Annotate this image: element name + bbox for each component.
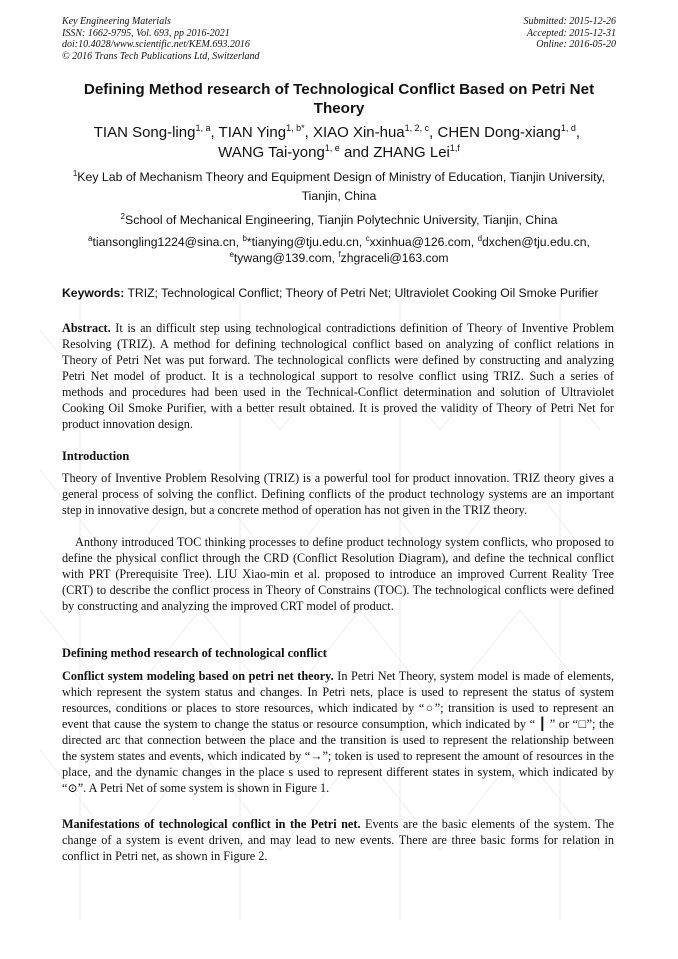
keywords-label: Keywords: xyxy=(62,286,125,300)
author-list xyxy=(62,123,616,163)
keywords-text: TRIZ; Technological Conflict; Theory of Petri Net; Ultraviolet Cooking Oil Smoke Purifier xyxy=(127,286,599,300)
keywords-line xyxy=(62,286,616,301)
email-sup: b xyxy=(242,233,247,243)
subsection-label-modeling: Conflict system modeling based on petri net theory. xyxy=(62,669,334,683)
author-affil-sup: 1, b* xyxy=(286,123,305,133)
author-affil-sup: 1, e xyxy=(324,143,340,153)
doi-line[interactable]: doi:10.4028/www.scientific.net/KEM.693.2016 xyxy=(62,39,250,51)
email-link[interactable]: dxchen@tju.edu.cn xyxy=(482,235,587,249)
section-heading-introduction: Introduction xyxy=(62,449,130,463)
section2-paragraph-1-text: In Petri Net Theory, system model is made of elements, which represent the system status and changes. In Petri nets, place is used to represent the status of system resources, conditions or places to store resources, which indicated by “○”; transition is used to represent an event that cause the system to change the status or resource consumption, which indicated by “ ┃ ” or “□”; the directed arc that connection between the place and the transition is used to represent the relationship between the system states and events, which indicated by “→”; token is used to represent the amount of resources in the place, and the dynamic changes in the place s used to represent different states in system, which indicated by “⊙”. A Petri Net of some system is shown in Figure 1. xyxy=(62,669,615,795)
intro-paragraph-2: Anthony introduced TOC thinking processes to define product technology system conflicts, who proposed to define the physical conflict through the CRD (Conflict Resolution Diagram), and define the technical conflict with PRT (Prerequisite Tree). LIU Xiao-min et al. proposed to introduce an improved Current Reality Tree (CRT) to describe the conflict process in Theory of Constrains (TOC). The technological conflicts were defined by constructing and analyzing the improved CRT model of product. xyxy=(62,535,614,613)
email-list: $^a$tiansongling1224@sina.cn, $^b$*tianying@tju.edu.cn, $^c$xxinhua@126.com, $^d$dxchen@tju.edu.cn, $^e$tywang@139.com, $^f$zhgraceli@163.com xyxy=(88,233,590,265)
email-link[interactable]: *tianying@tju.edu.cn xyxy=(246,235,359,249)
author-name: TIAN Song-ling xyxy=(93,124,196,141)
accepted-date: Accepted: 2015-12-31 xyxy=(526,27,616,39)
author-separator: , xyxy=(210,124,219,141)
author-affil-sup: 1, a xyxy=(195,123,211,133)
author-affil-sup: 1, 2, c xyxy=(404,123,430,133)
section2-paragraph-1 xyxy=(62,669,614,797)
email-sup: d xyxy=(477,233,483,243)
author-separator: , xyxy=(304,124,313,141)
author-name: WANG Tai-yong xyxy=(218,144,325,161)
affiliation-sup: 2 xyxy=(120,211,125,221)
affiliation-text: Key Lab of Mechanism Theory and Equipment Design of Ministry of Education, Tianjin University, Tianjin, China xyxy=(77,170,606,203)
affiliation-2 xyxy=(62,211,616,230)
section-heading-defining-method: Defining method research of technological conflict xyxy=(62,646,327,660)
author-name: CHEN Dong-xiang xyxy=(437,124,561,141)
author-affil-sup: 1,f xyxy=(449,143,460,153)
author-separator: , xyxy=(575,124,585,141)
header-right xyxy=(524,16,617,51)
abstract-paragraph xyxy=(62,321,614,433)
author-name: XIAO Xin-hua xyxy=(312,124,405,141)
abstract-label: Abstract. xyxy=(62,321,111,335)
header-left xyxy=(62,16,260,62)
submitted-date: Submitted: 2015-12-26 xyxy=(523,16,616,27)
email-link[interactable]: tywang@139.com xyxy=(233,250,332,265)
author-name: TIAN Ying xyxy=(218,124,287,141)
email-link[interactable]: tiansongling1224@sina.cn xyxy=(92,235,236,249)
paper-title: Defining Method research of Technological Conflict Based on Petri Net Theory xyxy=(83,81,595,117)
email-sup: a xyxy=(88,233,93,243)
affiliation-text: School of Mechanical Engineering, Tianjin Polytechnic University, Tianjin, China xyxy=(125,213,558,227)
section2-paragraph-2 xyxy=(62,817,614,865)
author-separator: and xyxy=(339,144,374,161)
subsection-label-manifestations: Manifestations of technological conflict in the Petri net. xyxy=(62,817,361,831)
affiliation-1 xyxy=(62,168,616,206)
copyright-line: © 2016 Trans Tech Publications Ltd, Switzerland xyxy=(62,50,260,62)
author-separator: , xyxy=(429,124,438,141)
intro-paragraph-1: Theory of Inventive Problem Resolving (TRIZ) is a powerful tool for product innovation. TRIZ theory gives a general process of solving the conflict. Defining conflicts of the product technology systems are an important step in innovative design, but a concrete method of operation has not given in the TRIZ theory. xyxy=(62,471,614,517)
email-link[interactable]: xxinhua@126.com xyxy=(369,235,471,249)
issn-line: ISSN: 1662-9795, Vol. 693, pp 2016-2021 xyxy=(62,27,230,39)
email-sup: f xyxy=(338,249,341,259)
section2-paragraph-2-text: Events are the basic elements of the system. The change of a system is event driven, and may lead to new events. There are three basic forms for relation in conflict in Petri net, as shown in Figure 2. xyxy=(62,817,614,863)
journal-name: Key Engineering Materials xyxy=(62,16,171,27)
abstract-text: It is an difficult step using technological contradictions definition of Theory of Inventive Problem Resolving (TRIZ). A method for defining technological conflict based on analyzing of conflict relations in Theory of Petri Net was put forward. The technological conflicts were defined by constructing and analyzing Petri Net model of product. It is a technological support to resolve conflict using TRIZ. Such a series of methods and procedures had been used in the Technical-Conflict determination and solution of Ultraviolet Cooking Oil Smoke Purifier, with a better result obtained. It is proved the validity of Theory of Petri Net for product innovation design. xyxy=(62,321,614,431)
author-affil-sup: 1, d xyxy=(560,123,576,133)
author-name: ZHANG Lei xyxy=(373,144,450,161)
email-sup: c xyxy=(365,233,370,243)
online-date: Online: 2016-05-20 xyxy=(536,39,616,51)
email-link[interactable]: zhgraceli@163.com xyxy=(340,250,449,265)
affiliation-sup: 1 xyxy=(72,168,78,178)
email-sup: e xyxy=(229,249,234,259)
